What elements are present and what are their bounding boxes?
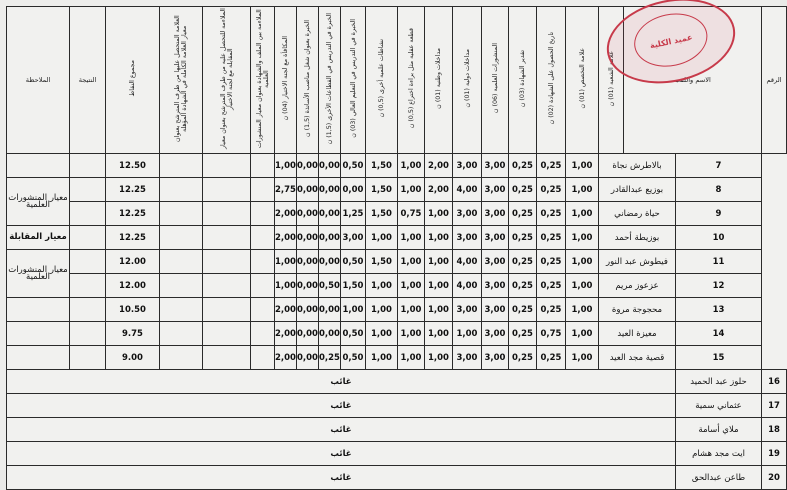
total-cell: 9.75 [106,322,160,346]
rank-cell: 14 [676,322,762,346]
result-cell [70,202,106,226]
score-cell: 1,00 [366,322,398,346]
evaluation-table [6,6,787,490]
total-cell: 12.25 [106,178,160,202]
score-cell: 0,25 [509,346,537,370]
rank-cell: 16 [762,370,787,394]
score-cell: 0,25 [509,202,537,226]
score-cell: 0,25 [537,154,566,178]
candidate-name: بوزيطة أحمد [599,226,676,250]
score-cell [203,202,251,226]
remark-cell: معيار المقابلة [7,226,70,250]
score-cell [203,346,251,370]
score-cell [160,154,203,178]
header-compat2 [203,7,251,154]
result-cell [70,250,106,274]
rank-cell: 18 [762,418,787,442]
header-national [425,7,453,154]
score-cell: 1,00 [398,250,425,274]
header-national-label: مداخلات وطنية (01) ن [435,48,442,109]
header-remark-label: الملاحظة [25,76,51,84]
score-cell: 0,25 [509,178,537,202]
score-cell: 3,00 [453,202,482,226]
header-thesis-label: المكافأة مع لجنة الاختيار (04) ن [282,36,289,121]
score-cell: 0,00 [319,250,341,274]
rank-cell: 7 [676,154,762,178]
score-cell [251,226,275,250]
score-cell: 2,00 [275,202,297,226]
score-cell: 4,00 [453,250,482,274]
score-cell: 2,00 [275,226,297,250]
score-cell: 1,00 [398,298,425,322]
header-intl [453,7,482,154]
candidate-name: عثماني سمية [676,394,762,418]
score-cell: 0,25 [537,274,566,298]
score-cell: 0,25 [537,178,566,202]
score-cell: 1,00 [566,250,599,274]
score-cell: 0,25 [509,250,537,274]
table-row [7,322,787,346]
header-compat2-label: الملاءمة للتحصل عليه من طرف المترشح بعنوان معيار المقابلة مع لجنة الاختيار [219,8,234,149]
header-result [70,7,106,154]
candidate-name: طاعن عبدالحق [676,466,762,490]
score-cell: 1,00 [425,298,453,322]
rank-cell: 11 [676,250,762,274]
header-thesis [275,7,297,154]
score-cell: 1,00 [398,346,425,370]
score-cell: 0,50 [341,346,366,370]
score-cell: 3,00 [482,178,509,202]
score-cell: 3,00 [482,298,509,322]
score-cell: 0,00 [297,346,319,370]
header-name-label: الاسم واللقب [674,76,711,84]
header-criterion [599,7,624,154]
candidate-name: معيزة العيد [599,322,676,346]
score-cell: 0,00 [319,298,341,322]
score-cell: 2,00 [425,154,453,178]
stamp-label: عميد الكلية [648,32,694,50]
candidate-name: فيطوش عبد النور [599,250,676,274]
score-cell: 4,00 [453,178,482,202]
header-teach-other [319,7,341,154]
absent-status: غائب [7,394,676,418]
total-cell: 12.00 [106,250,160,274]
score-cell: 0,00 [319,322,341,346]
score-cell: 0,25 [319,346,341,370]
table-row [7,154,787,178]
score-cell: 3,00 [482,322,509,346]
header-teach-higher-label: الخبرة في التدريس في التعليم العالي (03) ن [349,19,357,138]
rank-cell: 19 [762,442,787,466]
total-cell: 12.50 [106,154,160,178]
header-teach-other-label: الخبرة في التدريس في القطاعات الأخرى (1,5) ن [326,12,333,145]
remark-cell: معيار المنشورات العلمية [7,178,70,226]
score-cell: 0,00 [319,178,341,202]
score-cell [203,154,251,178]
rank-cell: 13 [676,298,762,322]
score-cell [251,274,275,298]
score-cell: 0,00 [297,226,319,250]
score-cell [251,298,275,322]
header-publications-label: المنشورات العلمية (06) ن [491,43,499,114]
header-rank [762,7,787,154]
candidate-name: حياة رمضاني [599,202,676,226]
header-evaluation-label: تقدير الشهادة (03) ن [519,49,526,108]
score-cell: 0,00 [319,226,341,250]
header-remark [7,7,70,154]
score-cell [160,250,203,274]
score-cell: 0,00 [297,322,319,346]
rank-cell: 10 [676,226,762,250]
candidate-name: محجوجة مروة [599,298,676,322]
candidate-name: حلوز عبد الحميد [676,370,762,394]
score-cell [251,346,275,370]
score-cell: 0,25 [509,322,537,346]
rank-cell: 20 [762,466,787,490]
rank-cell: 9 [676,202,762,226]
score-cell: 1,25 [341,202,366,226]
header-specialty [566,7,599,154]
rank-cell: 8 [676,178,762,202]
score-cell: 0,25 [537,202,566,226]
total-cell: 12.25 [106,226,160,250]
score-cell: 1,50 [366,154,398,178]
remark-cell: معيار المنشورات العلمية [7,250,70,298]
header-specialty-label: علامة التخصص (01) ن [578,48,586,109]
rank-cell: 12 [676,274,762,298]
total-cell: 9.00 [106,346,160,370]
header-compat3-label: العلامة المتحصل عليها من طرف المترشح بعنوان معيار العلامة الكاملة في الشهادة المؤهلة [174,15,188,142]
score-cell: 1,00 [566,154,599,178]
score-cell: 0,00 [297,298,319,322]
score-cell: 1,00 [566,202,599,226]
score-cell [160,346,203,370]
score-cell: 1,00 [453,322,482,346]
score-cell: 1,00 [398,226,425,250]
header-compat3 [160,7,203,154]
total-cell: 10.50 [106,298,160,322]
candidate-name: عزعوز مريم [599,274,676,298]
table-row [7,178,787,202]
candidate-name: قصية مجد العيد [599,346,676,370]
score-cell: 1,00 [275,154,297,178]
score-cell: 1,00 [398,274,425,298]
header-teach-higher [341,7,366,154]
absent-status: غائب [7,370,676,394]
score-cell: 1,00 [366,346,398,370]
score-cell: 0,75 [537,322,566,346]
header-patent [398,7,425,154]
score-cell: 3,00 [482,250,509,274]
score-cell: 0,25 [509,274,537,298]
header-date-label: تاريخ الحصول على الشهادة (02) ن [547,32,555,125]
score-cell [203,178,251,202]
score-cell [160,322,203,346]
header-result-label: النتيجة [78,76,97,84]
candidate-name: ملاي أسامة [676,418,762,442]
absent-status: غائب [7,418,676,442]
score-cell: 0,25 [537,250,566,274]
score-cell: 1,00 [566,322,599,346]
header-prof-exp-label: الخبرة بعنوان شغل مناصب الأساتذة (1,5) ن [304,20,311,137]
table-row [7,274,787,298]
table-row [7,226,787,250]
table-row [7,346,787,370]
score-cell: 2,00 [275,298,297,322]
absent-row [7,442,787,466]
score-cell: 1,00 [366,274,398,298]
score-cell: 1,00 [425,202,453,226]
score-cell: 1,00 [425,274,453,298]
score-cell: 0,25 [537,226,566,250]
score-cell: 0,00 [297,178,319,202]
score-cell: 3,00 [453,226,482,250]
score-cell [251,154,275,178]
score-cell: 1,00 [275,250,297,274]
header-scientific-activity [366,7,398,154]
score-cell: 1,00 [425,226,453,250]
score-cell: 1,00 [425,322,453,346]
score-cell: 2,00 [275,322,297,346]
score-cell: 3,00 [482,202,509,226]
score-cell: 2,75 [275,178,297,202]
score-cell [160,202,203,226]
score-cell: 0,00 [297,202,319,226]
score-cell [251,178,275,202]
score-cell: 3,00 [453,154,482,178]
score-cell: 0,25 [537,346,566,370]
score-cell: 1,00 [398,178,425,202]
score-cell: 1,00 [425,346,453,370]
score-cell: 1,00 [341,298,366,322]
score-cell: 1,00 [398,322,425,346]
header-criterion-label: علامة الشعبة (01) ن [607,50,615,107]
remark-cell [7,346,70,370]
absent-row [7,370,787,394]
table-row [7,298,787,322]
score-cell: 0,50 [341,250,366,274]
score-cell: 1,00 [275,274,297,298]
header-compat1 [251,7,275,154]
score-cell: 3,00 [482,346,509,370]
score-cell: 1,50 [341,274,366,298]
header-compat1-label: الملاءمة بين الملف والشهادة بعنوان معيار المنشورات العلمية [255,9,270,148]
candidate-name: بوزيع عبدالقادر [599,178,676,202]
score-cell: 1,50 [366,250,398,274]
score-cell: 0,25 [509,226,537,250]
header-rank-label: الرقم [766,76,782,84]
result-cell [70,274,106,298]
score-cell: 1,00 [566,346,599,370]
rank-cell: 15 [676,346,762,370]
result-cell [70,226,106,250]
score-rows [7,154,787,370]
score-cell: 3,00 [482,274,509,298]
score-cell: 3,00 [482,154,509,178]
remark-cell [7,154,70,178]
absent-status: غائب [7,442,676,466]
score-cell: 1,00 [398,154,425,178]
score-cell [160,298,203,322]
absent-rows [7,370,787,490]
result-cell [70,322,106,346]
header-prof-exp [297,7,319,154]
header-intl-label: مداخلات دولية (01) ن [463,49,471,108]
score-cell [203,226,251,250]
score-cell: 1,50 [366,178,398,202]
score-cell [251,202,275,226]
score-cell: 1,00 [366,226,398,250]
score-cell: 2,00 [275,346,297,370]
score-cell: 1,00 [425,250,453,274]
header-scientific-activity-label: نشاطات علمية أخرى (0,5) ن [378,39,385,118]
rank-cell: 17 [762,394,787,418]
remark-cell [7,322,70,346]
header-total-label: مجموع النقاط [129,60,136,97]
score-cell: 3,00 [482,226,509,250]
score-cell: 0,25 [509,154,537,178]
candidate-name: ايت مجد هشام [676,442,762,466]
score-cell [251,322,275,346]
remark-cell [7,298,70,322]
score-cell [203,298,251,322]
absent-row [7,418,787,442]
score-cell [251,250,275,274]
absent-status: غائب [7,466,676,490]
header-total [106,7,160,154]
score-cell: 0,00 [297,154,319,178]
header-row [7,7,787,154]
candidate-name: بالاطرش نجاة [599,154,676,178]
score-cell: 1,00 [566,298,599,322]
score-cell [160,178,203,202]
table-row [7,202,787,226]
table-row [7,250,787,274]
header-publications [482,7,509,154]
score-cell: 0,25 [537,298,566,322]
result-cell [70,346,106,370]
score-cell: 0,00 [297,250,319,274]
score-cell: 1,00 [566,178,599,202]
header-date [537,7,566,154]
score-cell: 3,00 [453,298,482,322]
score-cell [160,274,203,298]
score-cell: 2,00 [425,178,453,202]
result-cell [70,154,106,178]
score-cell: 0,50 [341,322,366,346]
result-cell [70,178,106,202]
score-cell: 3,00 [453,346,482,370]
score-cell: 0,00 [319,154,341,178]
score-cell: 0,50 [341,154,366,178]
header-evaluation [509,7,537,154]
score-cell: 1,00 [566,226,599,250]
score-cell: 0,50 [319,274,341,298]
score-cell: 0,00 [319,202,341,226]
score-cell: 1,50 [366,202,398,226]
score-cell [203,322,251,346]
absent-row [7,466,787,490]
score-cell: 1,00 [566,274,599,298]
absent-row [7,394,787,418]
score-cell: 0,75 [398,202,425,226]
score-cell: 1,00 [366,298,398,322]
result-cell [70,298,106,322]
score-cell: 0,00 [297,274,319,298]
score-cell: 4,00 [453,274,482,298]
total-cell: 12.25 [106,202,160,226]
total-cell: 12.00 [106,274,160,298]
score-cell [203,250,251,274]
score-cell [203,274,251,298]
score-cell [160,226,203,250]
header-name [624,7,762,154]
header-patent-label: قطعة عقلية مثل براءة اختراع (0,5) ن [407,28,415,129]
score-cell: 0,25 [509,298,537,322]
score-cell: 3,00 [341,226,366,250]
score-cell: 0,00 [341,178,366,202]
